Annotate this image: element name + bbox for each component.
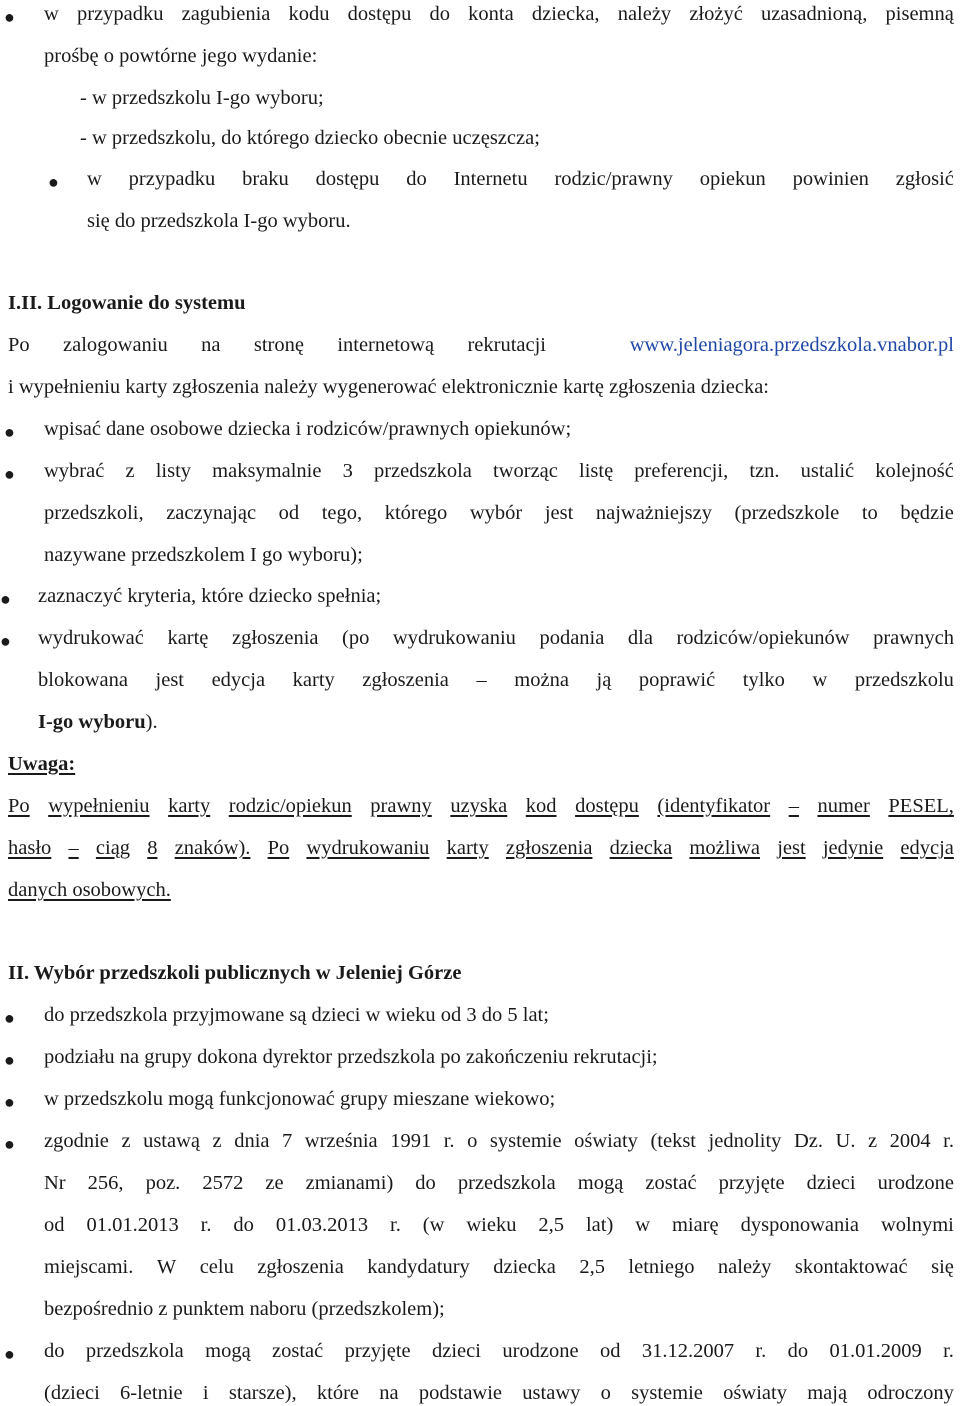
- section-heading: I.II. Logowanie do systemu: [8, 292, 246, 314]
- list-item-text: ).: [145, 711, 158, 733]
- sub-list-item: - w przedszkolu I-go wyboru;: [80, 87, 324, 109]
- note-text: hasło – ciąg 8 znaków). Po wydrukowaniu karty zgłoszenia dziecka możliwa jest jedynie edycja: [8, 837, 954, 859]
- list-item-text: bezpośrednio z punktem naboru (przedszkolem);: [44, 1298, 445, 1320]
- list-item-text: wydrukować kartę zgłoszenia (po wydrukowaniu podania dla rodziców/opiekunów prawnych: [38, 627, 954, 649]
- list-item-text: (dzieci 6-letnie i starsze), które na podstawie ustawy o systemie oświaty mają odroczony: [44, 1382, 954, 1404]
- list-item-text: [38, 712, 158, 733]
- list-item-text: Nr 256, poz. 2572 ze zmianami) do przedszkola mogą zostać przyjęte dzieci urodzone: [44, 1172, 954, 1194]
- bullet-icon: ●: [48, 172, 59, 192]
- bullet-icon: ●: [4, 7, 15, 27]
- list-item-text: prośbę o powtórne jego wydanie:: [44, 45, 318, 67]
- list-item-text: wybrać z listy maksymalnie 3 przedszkola tworząc listę preferencji, tzn. ustalić kolejność: [44, 460, 954, 482]
- bullet-icon: ●: [0, 589, 11, 609]
- list-item-text: blokowana jest edycja karty zgłoszenia – można ją poprawić tylko w przedszkolu: [38, 669, 954, 691]
- list-item-text: miejscami. W celu zgłoszenia kandydatury dziecka 2,5 letniego należy skontaktować się: [44, 1256, 954, 1278]
- list-item-text: w przypadku zagubienia kodu dostępu do konta dziecka, należy złożyć uzasadnioną, pisemną: [44, 3, 954, 25]
- note-text: danych osobowych.: [8, 879, 171, 901]
- list-item-text: do przedszkola mogą zostać przyjęte dzieci urodzone od 31.12.2007 r. do 01.01.2009 r.: [44, 1340, 954, 1362]
- bullet-icon: ●: [4, 422, 15, 442]
- list-item-text: się do przedszkola I-go wyboru.: [87, 210, 351, 232]
- list-item-text: w przypadku braku dostępu do Internetu rodzic/prawny opiekun powinien zgłosić: [87, 168, 954, 190]
- website-link[interactable]: www.jeleniagora.przedszkola.vnabor.pl: [629, 334, 954, 356]
- section-heading: II. Wybór przedszkoli publicznych w Jeleniej Górze: [8, 962, 462, 984]
- list-item-text: podziału na grupy dokona dyrektor przedszkola po zakończeniu rekrutacji;: [44, 1046, 658, 1068]
- list-item-text: wpisać dane osobowe dziecka i rodziców/prawnych opiekunów;: [44, 418, 572, 440]
- list-item-text: w przedszkolu mogą funkcjonować grupy mieszane wiekowo;: [44, 1088, 556, 1110]
- bullet-icon: ●: [0, 631, 11, 651]
- bullet-icon: ●: [4, 1344, 15, 1364]
- paragraph-text: Po zalogowaniu na stronę internetową rekrutacji: [8, 334, 546, 356]
- bullet-icon: ●: [4, 1134, 15, 1154]
- bullet-icon: ●: [4, 1050, 15, 1070]
- list-item-text: do przedszkola przyjmowane są dzieci w wieku od 3 do 5 lat;: [44, 1004, 549, 1026]
- bullet-icon: ●: [4, 1008, 15, 1028]
- list-item-text: od 01.01.2013 r. do 01.03.2013 r. (w wieku 2,5 lat) w miarę dysponowania wolnymi: [44, 1214, 954, 1236]
- list-item-text: przedszkoli, zaczynając od tego, którego wybór jest najważniejszy (przedszkole to będzie: [44, 502, 954, 524]
- bullet-icon: ●: [4, 1092, 15, 1112]
- list-item-text: zaznaczyć kryteria, które dziecko spełnia;: [38, 585, 382, 607]
- note-text: Po wypełnieniu karty rodzic/opiekun prawny uzyska kod dostępu (identyfikator – numer PESEL,: [8, 795, 954, 817]
- sub-list-item: - w przedszkolu, do którego dziecko obecnie uczęszcza;: [80, 127, 540, 149]
- paragraph-line: [8, 335, 954, 356]
- paragraph-text: i wypełnieniu karty zgłoszenia należy wygenerować elektronicznie kartę zgłoszenia dziecka:: [8, 376, 769, 398]
- note-label: Uwaga:: [8, 753, 76, 775]
- bullet-icon: ●: [4, 464, 15, 484]
- list-item-text: nazywane przedszkolem I go wyboru);: [44, 544, 363, 566]
- list-item-text: zgodnie z ustawą z dnia 7 września 1991 r. o systemie oświaty (tekst jednolity Dz. U. z 2004 r.: [44, 1130, 954, 1152]
- emphasis-text: I-go wyboru: [38, 711, 146, 733]
